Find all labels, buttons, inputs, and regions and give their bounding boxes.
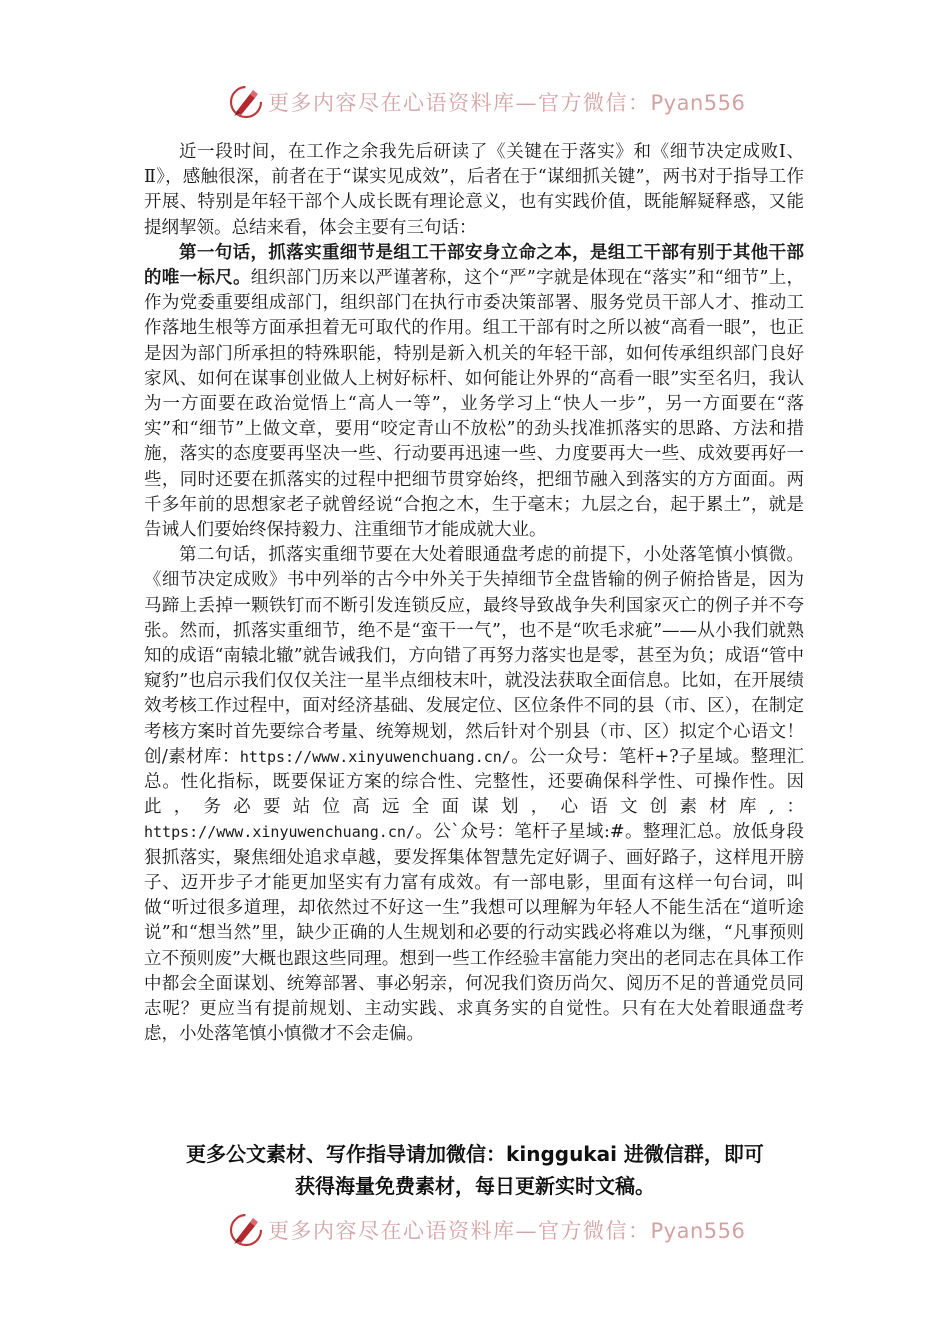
footer-line-2: 获得海量免费素材，每日更新实时文稿。 (295, 1174, 655, 1198)
paragraph-second-point (144, 543, 804, 1047)
first-point-text: 组织部门历来以严谨著称，这个“严”字就是体现在“落实”和“细节”上，作为党委重要组成部门，组织部门在执行市委决策部署、服务党员干部人才、推动工作落地生根等方面承担着无可取代的作用。组工干部有时之所以被“高看一眼”，也正是因为部门所承担的特殊职能，特别是新入机关的年轻干部，如何传承组织部门良好家风、如何在谋事创业做人上树好标杆、如何能让外界的“高看一眼”实至名归，我认为一方面要在政治觉悟上“高人一等”，业务学习上“快人一步”，另一方面要在“落实”和“细节”上做文章，要用“咬定青山不放松”的劲头找准抓落实的思路、方法和措施，落实的态度要再坚决一些、行动要再迅速一些、力度要再大一些、成效要再好一些，同时还要在抓落实的过程中把细节贯穿始终，把细节融入到落实的方方面面。两千多年前的思想家老子就曾经说“合抱之木，生于毫末；九层之台，起于累土”，就是告诫人们要始终保持毅力、注重细节才能成就大业。 (144, 268, 804, 541)
second-point-text-a: 第二句话，抓落实重细节要在大处着眼通盘考虑的前提下，小处落笔慎小慎微。《细节决定成败》书中列举的古今中外关于失掉细节全盘皆输的例子俯拾皆是，因为马蹄上丢掉一颗铁钉而不断引发连锁反应，最终导致战争失利国家灭亡的例子并不夸张。然而，抓落实重细节，绝不是“蛮干一气”，也不是“吹毛求疵”——从小我们就熟知的成语“南辕北辙”就告诫我们，方向错了再努力落实也是零，甚至为负；成语“管中窥豹”也启示我们仅仅关注一星半点细枝末叶，就没法获取全面信息。比如，在开展绩效考核工作过程中，面对经济基础、发展定位、区位条件不同的县（市、区），在制定考核方案时首先要综合考量、统筹规划，然后针对个别县（市、区）拟定个心语文！创/素材库： (144, 545, 804, 767)
article-body (144, 140, 804, 1047)
pen-nib-logo-icon (228, 1212, 264, 1248)
website-link-1[interactable]: https://www.xinyuwenchuang.cn/ (239, 747, 511, 766)
paragraph-intro: 近一段时间，在工作之余我先后研读了《关键在于落实》和《细节决定成败Ⅰ、Ⅱ》，感触很深，前者在于“谋实见成效”，后者在于“谋细抓关键”，两书对于指导工作开展、特别是年轻干部个人成长既有理论意义，也有实践价值，既能解疑释惑，又能提纲挈领。总结来看，体会主要有三句话： (144, 142, 804, 238)
header-watermark (228, 82, 745, 122)
first-point-heading: 第一句话，抓落实重细节是组工干部安身立命之本，是组工干部有别于其他干部的唯一标尺。 (144, 242, 804, 289)
second-point-text-c: 。公`众号：笔杆子星域:#。整理汇总。放低身段狠抓落实，聚焦细处追求卓越，要发挥集体智慧先定好调子、画好路子，这样甩开膀子、迈开步子才能更加坚实有力富有成效。有一部电影，里面有这样一句台词，叫做“听过很多道理，却依然过不好这一生”我想可以理解为年轻人不能生活在“道听途说”和“想当然”里，缺少正确的人生规划和必要的行动实践必将难以为继，“凡事预则立不预则废”大概也跟这些同理。想到一些工作经验丰富能力突出的老同志在具体工作中都会全面谋划、统筹部署、事必躬亲，何况我们资历尚欠、阅历不足的普通党员同志呢？更应当有提前规划、主动实践、求真务实的自觉性。只有在大处着眼通盘考虑，小处落笔慎小慎微才不会走偏。 (144, 822, 804, 1045)
watermark-text: 更多内容尽在心语资料库—官方微信：Pyan556 (268, 91, 746, 115)
paragraph-first-point (144, 241, 804, 543)
footer-promo-note (140, 1138, 810, 1202)
footer-watermark (228, 1210, 745, 1250)
footer-line-1: 更多公文素材、写作指导请加微信：kinggukai 进微信群，即可 (186, 1142, 764, 1166)
pen-nib-logo-icon (228, 84, 264, 120)
watermark-text: 更多内容尽在心语资料库—官方微信：Pyan556 (268, 1219, 746, 1243)
second-point-text-b: 。公一众号：笔杆+?子星域。整理汇总。性化指标，既要保证方案的综合性、完整性，还要确保科学性、可操作性。因此，务必要站位高远全面谋划，心语文创素材库,： (144, 746, 804, 818)
website-link-2[interactable]: https://www.xinyuwenchuang.cn/ (144, 823, 415, 842)
